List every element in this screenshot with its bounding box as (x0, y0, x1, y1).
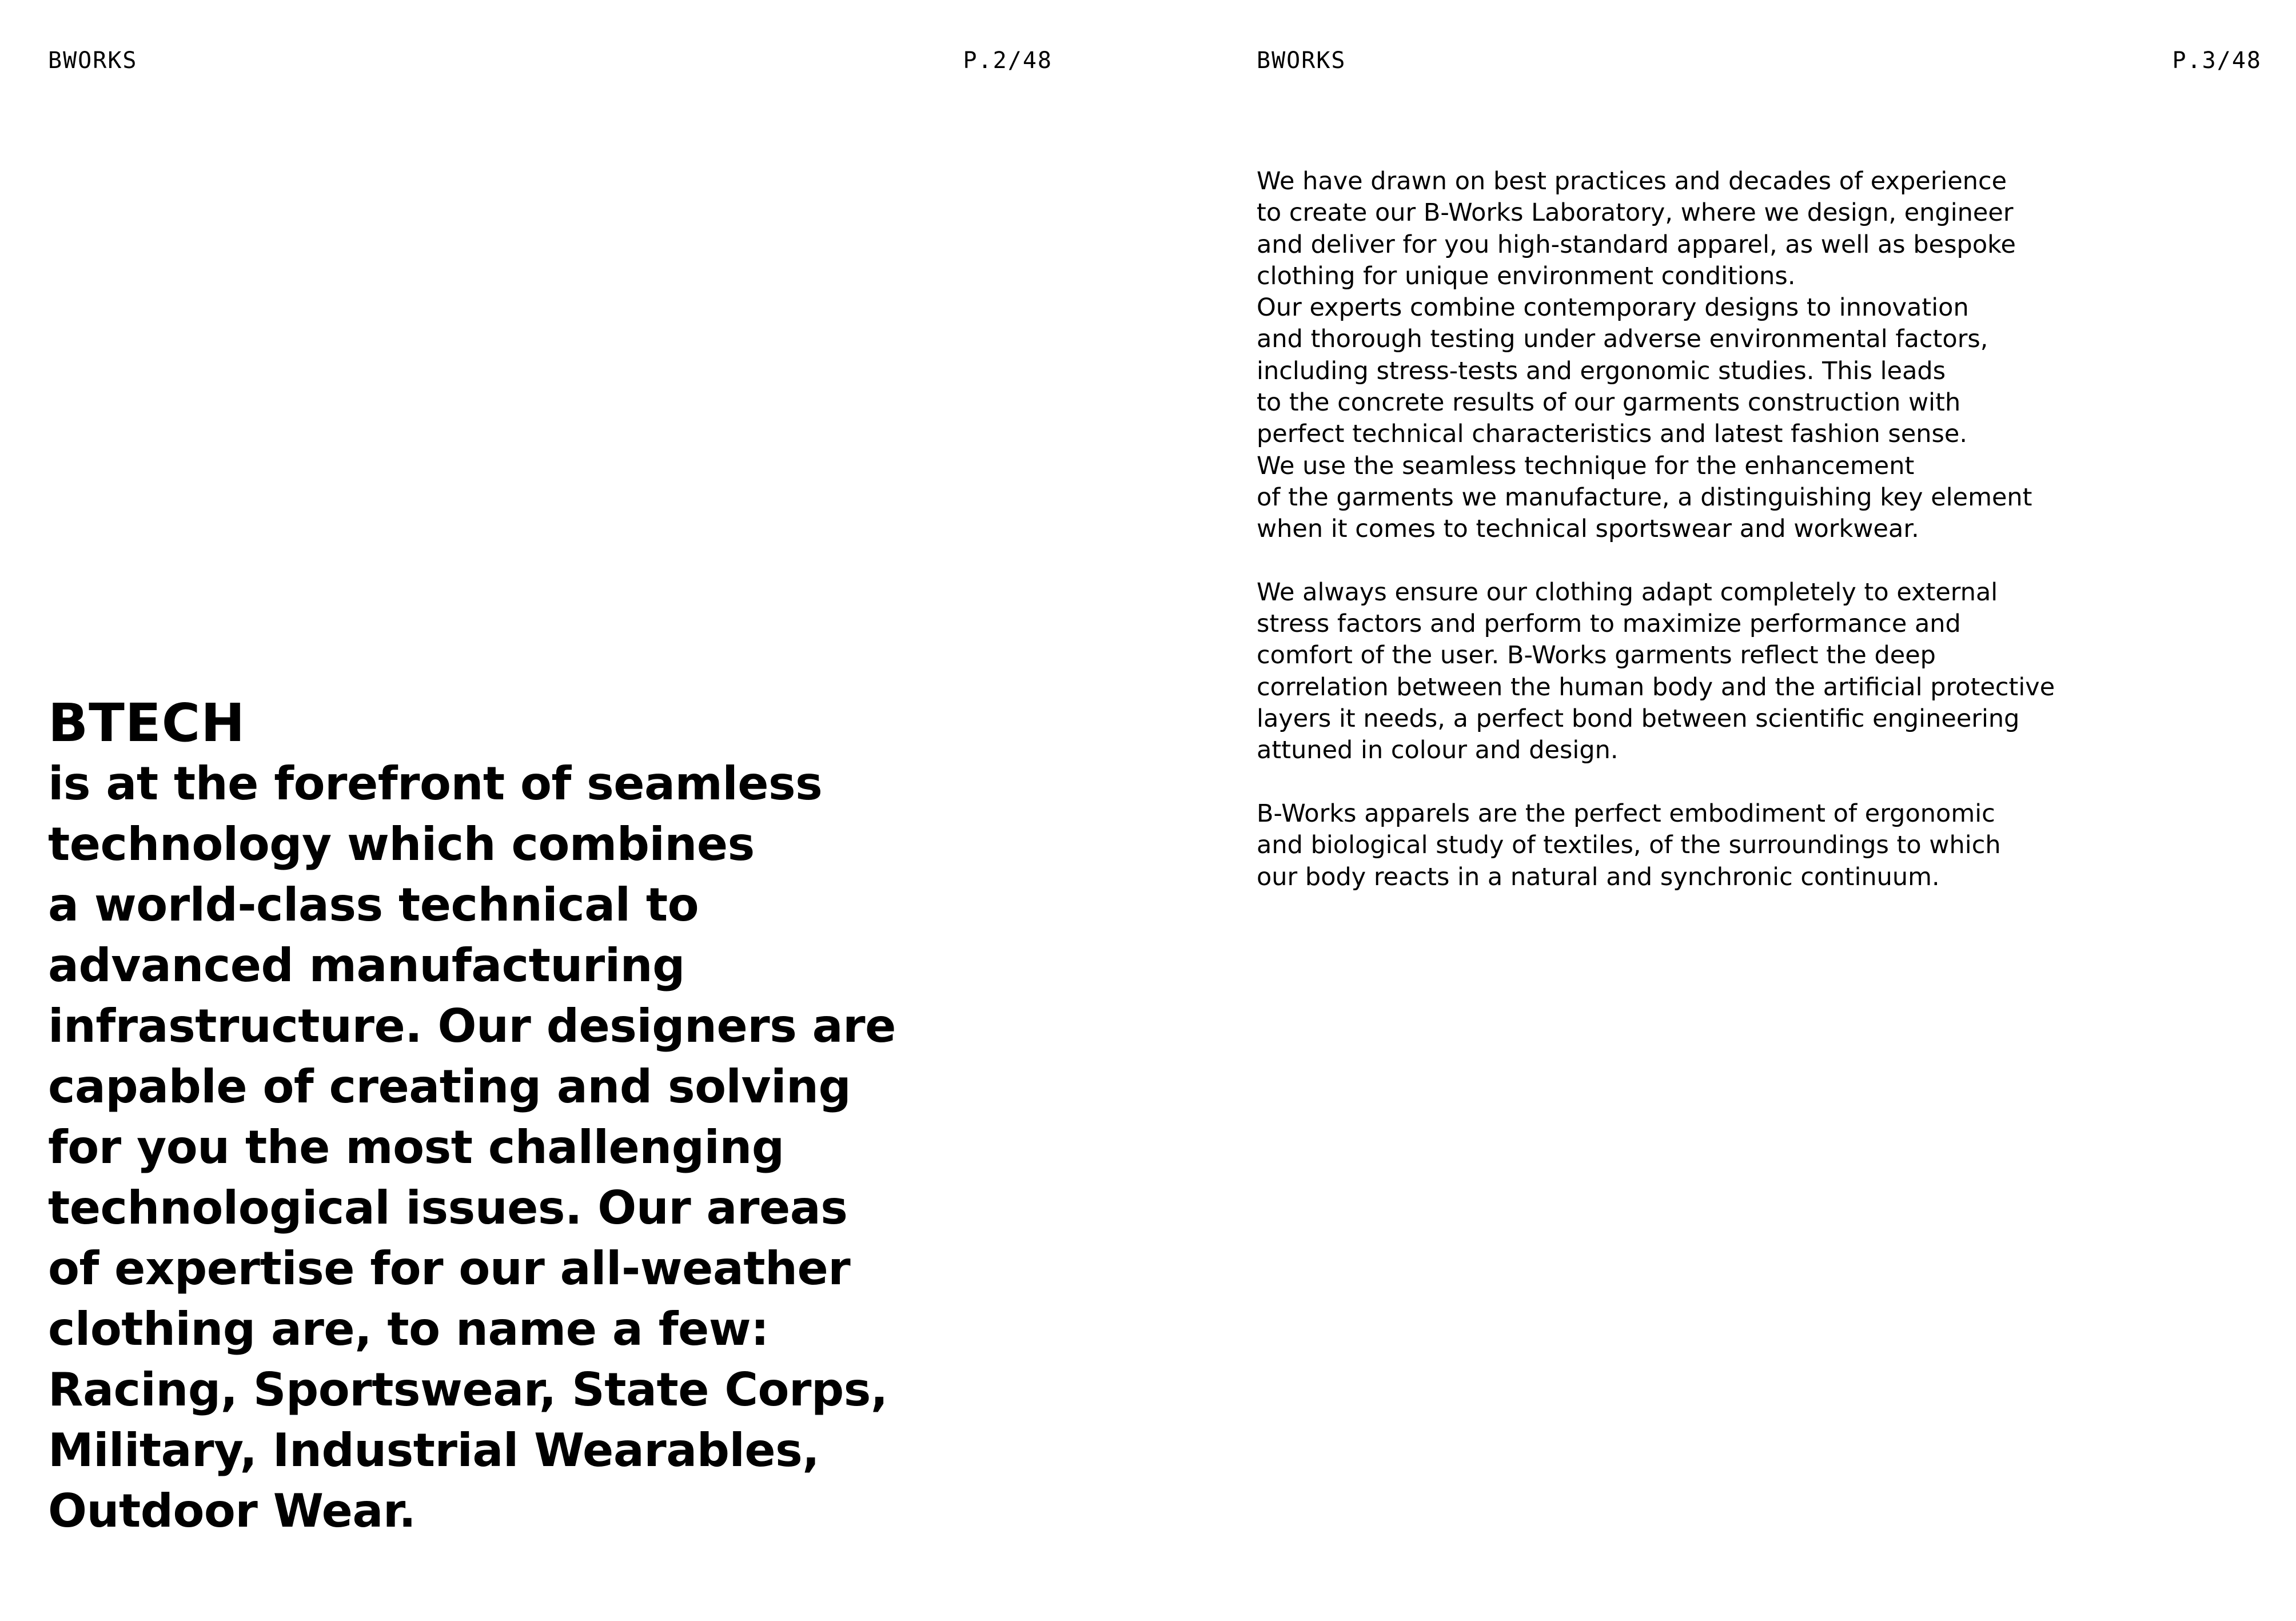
text-line: We use the seamless technique for the enhancement (1257, 451, 1915, 480)
text-line: including stress-tests and ergonomic studies. This leads (1257, 356, 1946, 385)
headline-line: Outdoor Wear. (48, 1484, 416, 1538)
headline-line: capable of creating and solving (48, 1060, 851, 1113)
headline-line: technology which combines (48, 818, 755, 871)
text-line: attuned in colour and design. (1257, 736, 1619, 765)
headline-line: Racing, Sportswear, State Corps, (48, 1363, 888, 1416)
headline-line: for you the most challenging (48, 1121, 784, 1174)
text-line: Our experts combine contemporary designs to innovation (1257, 293, 1969, 322)
page-number: P.3/48 (2172, 47, 2262, 74)
page-3 (1148, 0, 2296, 1621)
text-line: clothing for unique environment conditions. (1257, 261, 1796, 290)
headline-line: clothing are, to name a few: (48, 1303, 769, 1356)
brand-label: BWORKS (1257, 47, 1346, 74)
headline-line: Military, Industrial Wearables, (48, 1424, 820, 1477)
text-line: to create our B-Works Laboratory, where we design, engineer (1257, 198, 2014, 228)
paragraph-embodiment (1257, 798, 2274, 893)
text-line: our body reacts in a natural and synchronic continuum. (1257, 862, 1940, 891)
text-line: and deliver for you high-standard apparel, as well as bespoke (1257, 230, 2016, 259)
text-line: when it comes to technical sportswear and workwear. (1257, 515, 1919, 544)
text-line: We always ensure our clothing adapt completely to external (1257, 577, 1998, 607)
page-number: P.2/48 (963, 47, 1053, 74)
headline-line: is at the forefront of seamless (48, 757, 823, 810)
headline-line: technological issues. Our areas (48, 1181, 848, 1234)
headline-line: a world-class technical to (48, 878, 699, 931)
paragraph-laboratory (1257, 166, 2274, 545)
text-line: B-Works apparels are the perfect embodiment of ergonomic (1257, 799, 1995, 828)
text-line: We have drawn on best practices and decades of experience (1257, 167, 2007, 196)
paragraph-adaptation (1257, 577, 2274, 767)
headline-line: of expertise for our all-weather (48, 1242, 851, 1295)
text-line: comfort of the user. B-Works garments reflect the deep (1257, 641, 1936, 670)
text-line: to the concrete results of our garments construction with (1257, 388, 1961, 417)
btech-headline (48, 693, 1117, 1542)
text-line: and biological study of textiles, of the surroundings to which (1257, 831, 2001, 860)
text-line: stress factors and perform to maximize performance and (1257, 610, 1961, 639)
headline-title: BTECH (48, 692, 246, 754)
text-line: of the garments we manufacture, a distinguishing key element (1257, 483, 2032, 512)
text-line: correlation between the human body and the artificial protective (1257, 672, 2055, 702)
text-line: perfect technical characteristics and latest fashion sense. (1257, 420, 1968, 449)
text-line: and thorough testing under adverse environmental factors, (1257, 325, 1988, 354)
text-line: layers it needs, a perfect bond between scientific engineering (1257, 704, 2020, 734)
body-copy (1257, 166, 2274, 925)
headline-line: advanced manufacturing (48, 939, 685, 992)
brand-label: BWORKS (48, 47, 138, 74)
headline-line: infrastructure. Our designers are (48, 999, 896, 1053)
